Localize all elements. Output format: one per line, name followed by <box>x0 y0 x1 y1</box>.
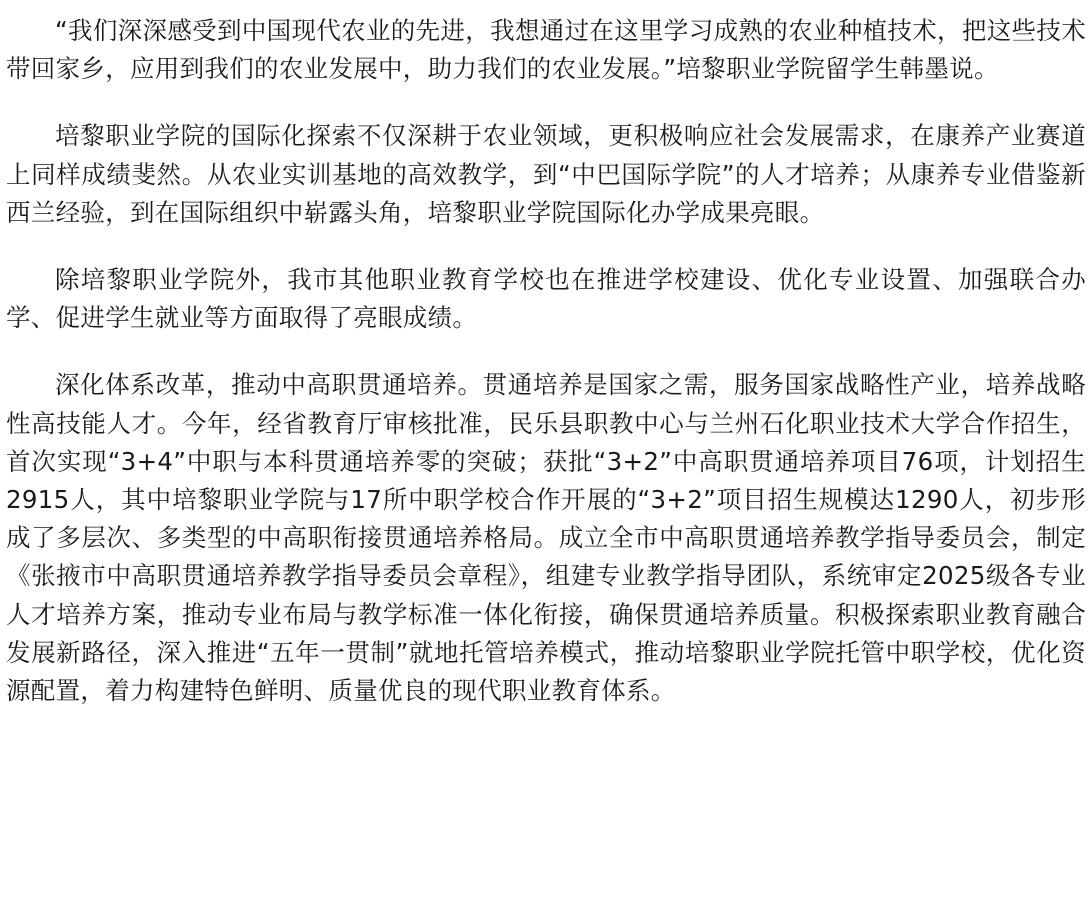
paragraph-quote: “我们深深感受到中国现代农业的先进，我想通过在这里学习成熟的农业种植技术，把这些技术带回家乡，应用到我们的农业发展中，助力我们的农业发展。”培黎职业学院留学生韩墨说。 <box>6 16 1086 84</box>
paragraph-internationalization: 培黎职业学院的国际化探索不仅深耕于农业领域，更积极响应社会发展需求，在康养产业赛道上同样成绩斐然。从农业实训基地的高效教学，到“中巴国际学院”的人才培养；从康养专业借鉴新西兰经验，到在国际组织中崭露头角，培黎职业学院国际化办学成果亮眼。 <box>6 121 1086 227</box>
paragraph-other-schools: 除培黎职业学院外，我市其他职业教育学校也在推进学校建设、优化专业设置、加强联合办学、促进学生就业等方面取得了亮眼成绩。 <box>6 265 1086 333</box>
paragraph-system-reform: 深化体系改革，推动中高职贯通培养。贯通培养是国家之需，服务国家战略性产业，培养战略性高技能人才。今年，经省教育厅审核批准，民乐县职教中心与兰州石化职业技术大学合作招生，首次实现“3+4”中职与本科贯通培养零的突破；获批“3+2”中高职贯通培养项目76项，计划招生2915人，其中培黎职业学院与17所中职学校合作开展的“3+2”项目招生规模达1290人，初步形成了多层次、多类型的中高职衔接贯通培养格局。成立全市中高职贯通培养教学指导委员会，制定《张掖市中高职贯通培养教学指导委员会章程》，组建专业教学指导团队，系统审定2025级各专业人才培养方案，推动专业布局与教学标准一体化衔接，确保贯通培养质量。积极探索职业教育融合发展新路径，深入推进“五年一贯制”就地托管培养模式，推动培黎职业学院托管中职学校，优化资源配置，着力构建特色鲜明、质量优良的现代职业教育体系。 <box>6 370 1086 706</box>
